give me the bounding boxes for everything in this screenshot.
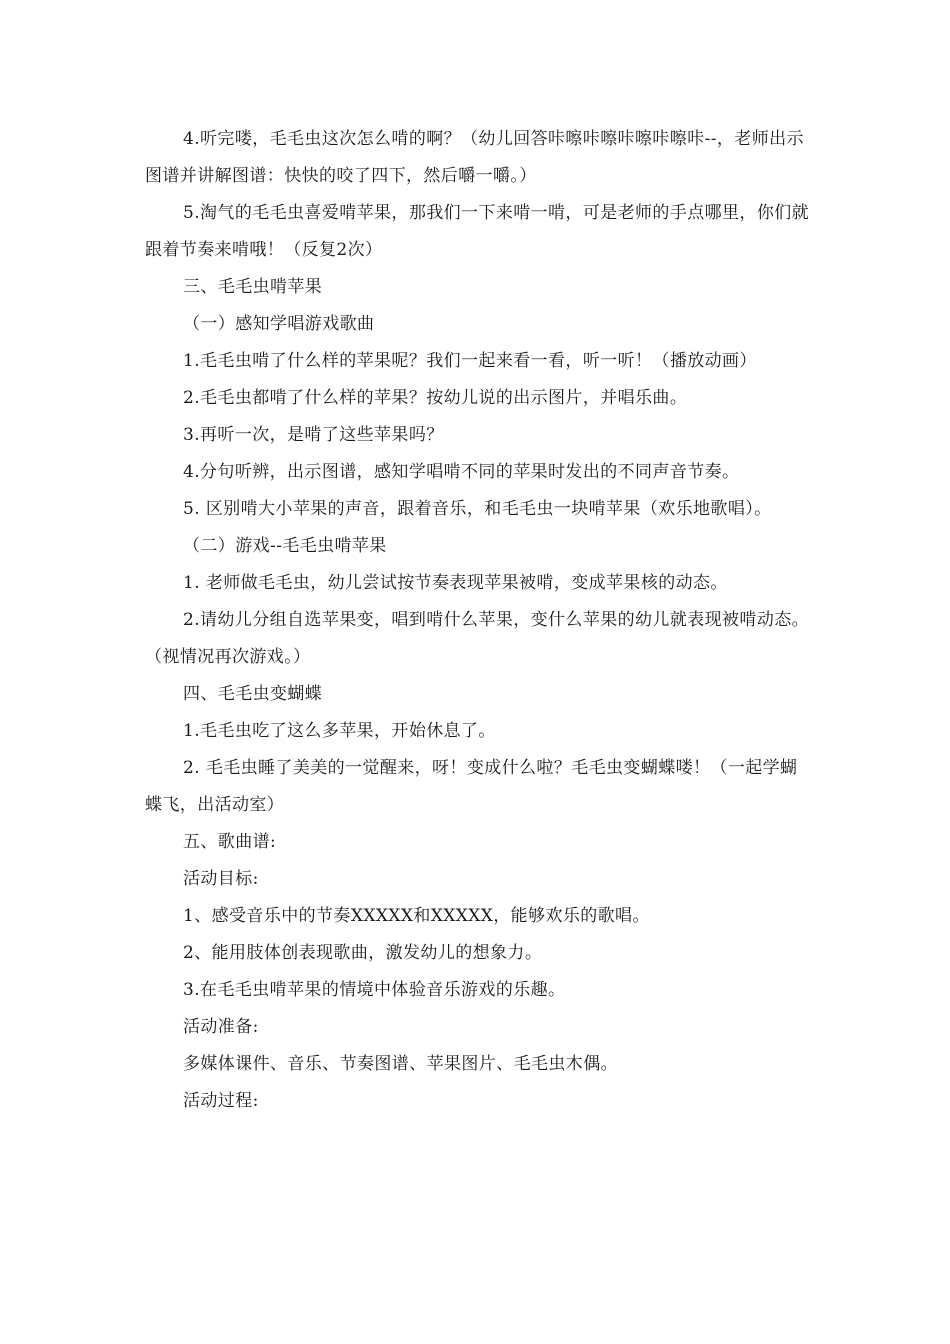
goal-item-2: 2、能用肢体创表现歌曲，激发幼儿的想象力。 <box>183 943 543 963</box>
section-heading-3: 三、毛毛虫啃苹果 <box>183 277 323 297</box>
paragraph-butterfly-1: 1.毛毛虫吃了这么多苹果，开始休息了。 <box>183 721 496 741</box>
goal-item-3: 3.在毛毛虫啃苹果的情境中体验音乐游戏的乐趣。 <box>183 980 566 1000</box>
paragraph-item-3: 3.再听一次，是啃了这些苹果吗？ <box>183 425 444 445</box>
goal-item-1: 1、感受音乐中的节奏XXXXX和XXXXX，能够欢乐的歌唱。 <box>183 906 650 926</box>
subsection-heading-2: （二）游戏--毛毛虫啃苹果 <box>183 536 387 556</box>
paragraph-step-4-listen: 4.听完喽，毛毛虫这次怎么啃的啊？（幼儿回答咔嚓咔嚓咔嚓咔嚓咔--，老师出示图谱并讲解图谱：快快的咬了四下，然后嚼一嚼。） <box>145 129 804 186</box>
document-body <box>145 121 810 1120</box>
paragraph-game-1: 1. 老师做毛毛虫，幼儿尝试按节奏表现苹果被啃，变成苹果核的动态。 <box>183 573 728 593</box>
paragraph-butterfly-2: 2. 毛毛虫睡了美美的一觉醒来，呀！变成什么啦？毛毛虫变蝴蝶喽！（一起学蝴蝶飞，出活动室） <box>145 758 798 815</box>
paragraph-item-2: 2.毛毛虫都啃了什么样的苹果？按幼儿说的出示图片，并唱乐曲。 <box>183 388 688 408</box>
section-heading-4: 四、毛毛虫变蝴蝶 <box>183 684 323 704</box>
goals-heading: 活动目标: <box>183 869 259 889</box>
paragraph-item-1: 1.毛毛虫啃了什么样的苹果呢？我们一起来看一看，听一听！（播放动画） <box>183 351 757 371</box>
subsection-heading-1: （一）感知学唱游戏歌曲 <box>183 314 375 334</box>
preparation-text: 多媒体课件、音乐、节奏图谱、苹果图片、毛毛虫木偶。 <box>183 1054 618 1074</box>
paragraph-game-2: 2.请幼儿分组自选苹果变，唱到啃什么苹果，变什么苹果的幼儿就表现被啃动态。（视情况再次游戏。） <box>145 610 810 667</box>
process-heading: 活动过程: <box>183 1091 259 1111</box>
paragraph-item-4: 4.分句听辨，出示图谱，感知学唱啃不同的苹果时发出的不同声音节奏。 <box>183 462 740 482</box>
paragraph-item-5: 5. 区别啃大小苹果的声音，跟着音乐，和毛毛虫一块啃苹果（欢乐地歌唱）。 <box>183 499 772 519</box>
paragraph-step-5-bite: 5.淘气的毛毛虫喜爱啃苹果，那我们一下来啃一啃，可是老师的手点哪里，你们就跟着节奏来啃哦！（反复2次） <box>145 203 810 260</box>
section-heading-5: 五、歌曲谱: <box>183 832 277 852</box>
preparation-heading: 活动准备: <box>183 1017 259 1037</box>
